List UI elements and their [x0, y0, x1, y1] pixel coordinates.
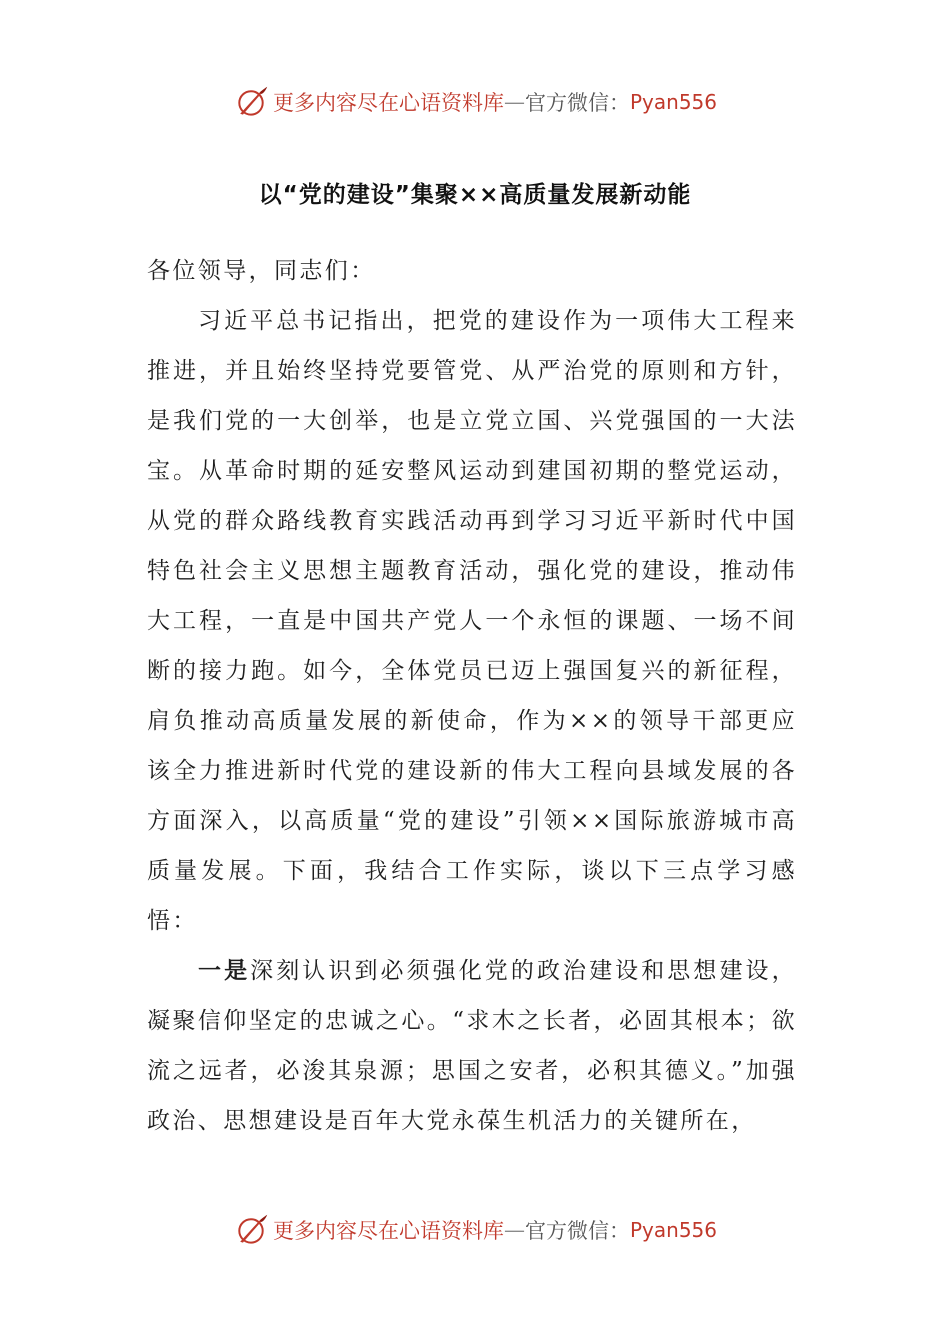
banner-wechat-id: Pyan556: [629, 90, 717, 114]
banner-dash: —: [503, 90, 525, 114]
feather-pen-logo-icon: [233, 84, 269, 120]
banner-text: 更多内容尽在心语资料库: [272, 91, 504, 115]
feather-pen-logo-icon: [233, 1212, 269, 1248]
banner-wechat-label: 官方微信：: [524, 91, 630, 115]
document-body: [147, 246, 797, 1146]
banner-text: 更多内容尽在心语资料库: [272, 1219, 504, 1243]
salutation: 各位领导，同志们：: [147, 258, 376, 284]
paragraph-intro: 习近平总书记指出，把党的建设作为一项伟大工程来推进，并且始终坚持党要管党、从严治党的原则和方针，是我们党的一大创举，也是立党立国、兴党强国的一大法宝。从革命时期的延安整风运动到建国初期的整党运动，从党的群众路线教育实践活动再到学习习近平新时代中国特色社会主义思想主题教育活动，强化党的建设，推动伟大工程，一直是中国共产党人一个永恒的课题、一场不间断的接力跑。如今，全体党员已迈上强国复兴的新征程，肩负推动高质量发展的新使命，作为××的领导干部更应该全力推进新时代党的建设新的伟大工程向县域发展的各方面深入，以高质量“党的建设”引领××国际旅游城市高质量发展。下面，我结合工作实际，谈以下三点学习感悟：: [147, 308, 797, 934]
paragraph-point-one: [147, 946, 797, 1146]
banner-wechat-label: 官方微信：: [524, 1219, 630, 1243]
document-title: 以“党的建设”集聚××高质量发展新动能: [258, 182, 692, 208]
banner-dash: —: [503, 1218, 525, 1242]
banner-wechat-id: Pyan556: [629, 1218, 717, 1242]
point-one-body: 深刻认识到必须强化党的政治建设和思想建设，凝聚信仰坚定的忠诚之心。“求木之长者，必固其根本；欲流之远者，必浚其泉源；思国之安者，必积其德义。”加强政治、思想建设是百年大党永葆生机活力的关键所在，: [147, 958, 797, 1134]
footer-watermark-banner: [0, 1210, 950, 1250]
header-watermark-banner: [0, 82, 950, 122]
point-one-lead: 一是: [198, 958, 251, 984]
